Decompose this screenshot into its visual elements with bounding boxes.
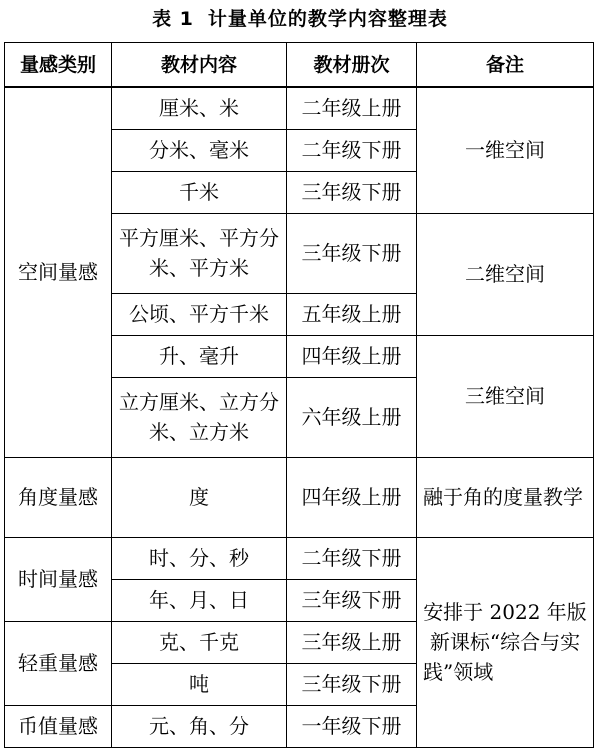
- book-cell: 一年级下册: [287, 705, 417, 747]
- note-cell: 三维空间: [417, 335, 594, 457]
- content-cell: 公顷、平方千米: [112, 293, 287, 335]
- book-cell: 三年级下册: [287, 663, 417, 705]
- table-row: [5, 537, 594, 579]
- content-cell: 时、分、秒: [112, 537, 287, 579]
- table-title: 计量单位的教学内容整理表: [207, 8, 448, 30]
- category-cell: 角度量感: [5, 457, 112, 537]
- note-cell: 安排于 2022 年版新课标“综合与实践”领域: [417, 537, 594, 747]
- content-cell: 克、千克: [112, 621, 287, 663]
- book-cell: 四年级上册: [287, 335, 417, 377]
- book-cell: 三年级下册: [287, 213, 417, 293]
- content-cell: 元、角、分: [112, 705, 287, 747]
- book-cell: 三年级上册: [287, 621, 417, 663]
- note-cell: 融于角的度量教学: [417, 457, 594, 537]
- note-cell: 一维空间: [417, 87, 594, 213]
- book-cell: 六年级上册: [287, 377, 417, 457]
- content-cell: 厘米、米: [112, 87, 287, 129]
- content-cell: 分米、毫米: [112, 129, 287, 171]
- book-cell: 二年级上册: [287, 87, 417, 129]
- table-number: 表 1: [152, 8, 194, 30]
- content-cell: 平方厘米、平方分米、平方米: [112, 213, 287, 293]
- content-cell: 升、毫升: [112, 335, 287, 377]
- header-content: 教材内容: [112, 43, 287, 88]
- table-row: [5, 457, 594, 537]
- book-cell: 四年级上册: [287, 457, 417, 537]
- book-cell: 五年级上册: [287, 293, 417, 335]
- book-cell: 二年级下册: [287, 537, 417, 579]
- note-cell: 二维空间: [417, 213, 594, 335]
- content-cell: 度: [112, 457, 287, 537]
- header-note: 备注: [417, 43, 594, 88]
- category-cell: 空间量感: [5, 87, 112, 457]
- content-cell: 立方厘米、立方分米、立方米: [112, 377, 287, 457]
- book-cell: 三年级下册: [287, 171, 417, 213]
- category-cell: 轻重量感: [5, 621, 112, 705]
- header-row: [5, 43, 594, 88]
- category-cell: 币值量感: [5, 705, 112, 747]
- table-row: [5, 87, 594, 129]
- table-caption: [0, 4, 600, 31]
- content-cell: 吨: [112, 663, 287, 705]
- header-book: 教材册次: [287, 43, 417, 88]
- content-cell: 千米: [112, 171, 287, 213]
- header-category: 量感类别: [5, 43, 112, 88]
- book-cell: 三年级下册: [287, 579, 417, 621]
- category-cell: 时间量感: [5, 537, 112, 621]
- units-table: [4, 42, 594, 748]
- book-cell: 二年级下册: [287, 129, 417, 171]
- content-cell: 年、月、日: [112, 579, 287, 621]
